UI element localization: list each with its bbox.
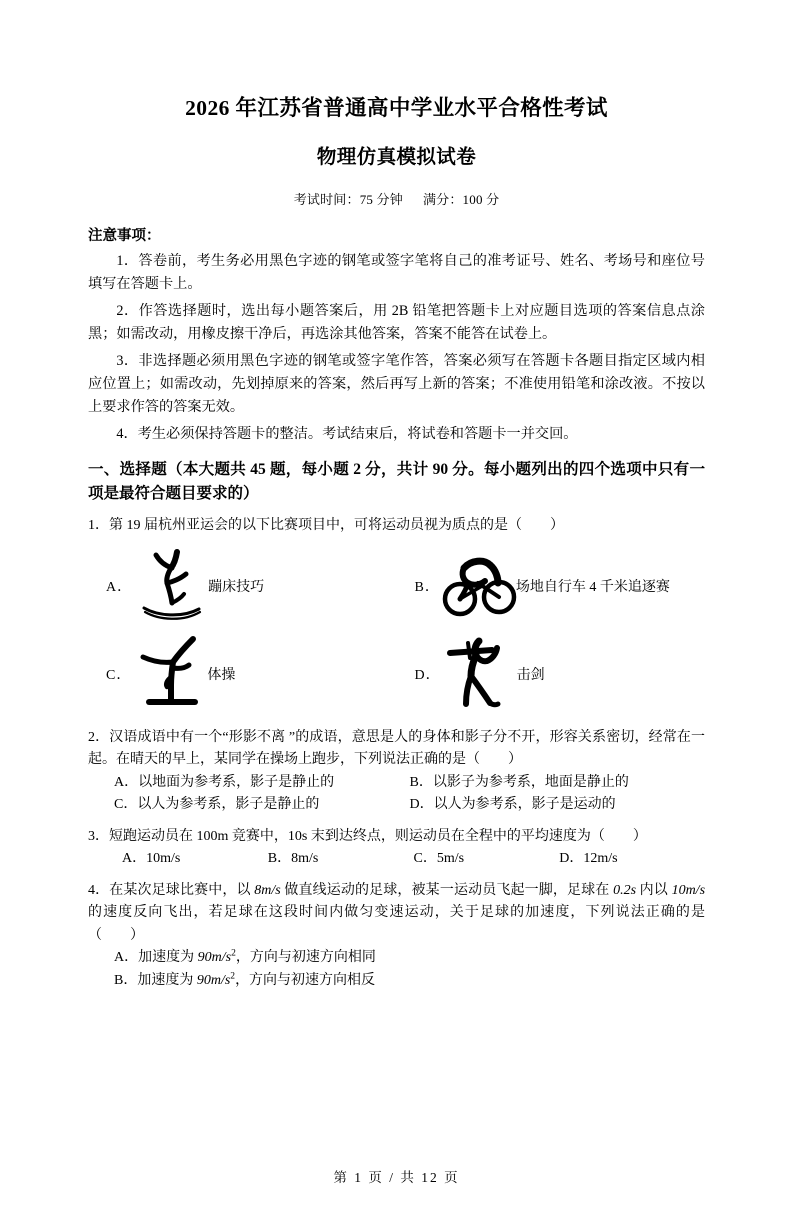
option-b-sport-name: 场地自行车 4 千米追逐赛	[515, 579, 670, 595]
question-1-pictogram-options	[88, 542, 705, 718]
question-4-option-a[interactable]: A．加速度为 $90m/s^2$，方向与初速方向相同	[114, 948, 376, 966]
exam-page	[0, 96, 793, 1218]
question-4-option-b[interactable]: B．加速度为 $90m/s^2$，方向与初速方向相反	[114, 971, 376, 988]
notice-item: 2．作答选择题时，选出每小题答案后，用 2B 铅笔把答题卡上对应题目选项的答案信息点涂黑；如需改动，用橡皮擦干净后，再选涂其他答案，答案不能答在试卷上。	[88, 303, 705, 343]
option-d[interactable]	[397, 632, 706, 716]
question-2-option-a[interactable]: A．以地面为参考系，影子是静止的	[114, 774, 335, 790]
question-2-stem: 2．汉语成语中有一个“形影不离 ”的成语，意思是人的身体和影子分不开，形容关系密切，经常在一起。在晴天的早上，某同学在操场上跑步，下列说法正确的是（ ）	[88, 729, 705, 768]
question-2-option-d[interactable]: D．以人为参考系，影子是运动的	[409, 797, 616, 813]
notice-item: 1．答卷前，考生务必用黑色字迹的钢笔或签字笔将自己的准考证号、姓名、考场号和座位号填写在答题卡上。	[88, 253, 705, 293]
notice-item: 3．非选择题必须用黑色字迹的钢笔或签字笔作答，答案必须写在答题卡各题目指定区域内相应位置上；如需改动，先划掉原来的答案，然后再写上新的答案；不准使用铅笔和涂改液。不按以上要求作答的答案无效。	[88, 353, 705, 416]
section-heading-choice: 一、选择题（本大题共 45 题，每小题 2 分，共计 90 分。每小题列出的四个选项中只有一项是最符合题目要求的）	[88, 461, 705, 503]
question-3	[88, 826, 705, 848]
question-2-options-row	[88, 794, 705, 817]
question-3-stem: 3．短跑运动员在 100m 竞赛中，10s 末到达终点，则运动员在全程中的平均速度为（ ）	[88, 828, 647, 844]
question-4	[88, 880, 705, 947]
question-2-option-b[interactable]: B．以影子为参考系，地面是静止的	[409, 774, 629, 790]
option-c-sport-name: 体操	[207, 667, 236, 683]
question-2-option-c[interactable]: C．以人为参考系，影子是静止的	[114, 797, 320, 813]
exam-duration: 考试时间：75 分钟	[293, 192, 403, 208]
exam-total-score: 满分：100 分	[422, 192, 500, 208]
exam-meta	[88, 189, 705, 208]
question-3-option-a[interactable]: A．10m/s	[122, 851, 181, 867]
question-1-stem: 1．第 19 届杭州亚运会的以下比赛项目中，可将运动员视为质点的是（ ）	[88, 518, 564, 534]
question-3-option-d[interactable]: D．12m/s	[559, 851, 618, 867]
trampoline-pictogram	[134, 544, 212, 628]
page-subtitle: 物理仿真模拟试卷	[316, 146, 477, 168]
page-footer: 第 1 页 / 共 12 页	[333, 1170, 460, 1185]
question-1	[88, 515, 705, 537]
notice-heading: 注意事项：	[88, 228, 161, 245]
option-a[interactable]	[88, 544, 397, 628]
pictogram-row	[88, 630, 705, 718]
track-cycling-pictogram	[442, 544, 520, 628]
fencing-pictogram	[443, 632, 521, 716]
question-3-option-b[interactable]: B．8m/s	[267, 851, 319, 867]
option-a-sport-name: 蹦床技巧	[208, 579, 265, 595]
question-2	[88, 727, 705, 772]
pictogram-row	[88, 542, 705, 630]
option-c-label: C．	[106, 667, 132, 683]
gymnastics-pictogram	[133, 632, 211, 716]
question-4-stem: 4．在某次足球比赛中，以 8m/s 做直线运动的足球，被某一运动员飞起一脚，足球在 0.2s 内以 10m/s 的速度反向飞出，若足球在这段时间内做匀变速运动，关于足球的加速度，下列说法正确的是（ ）	[88, 882, 706, 943]
question-3-options-row	[88, 848, 705, 871]
option-c[interactable]	[88, 632, 397, 716]
page-title: 2026 年江苏省普通高中学业水平合格性考试	[185, 96, 608, 120]
question-3-option-c[interactable]: C．5m/s	[413, 851, 465, 867]
option-b[interactable]	[397, 544, 706, 628]
option-d-label: D．	[414, 667, 441, 683]
option-b-label: B．	[414, 579, 440, 595]
question-2-options-row	[88, 772, 705, 795]
notice-item: 4．考生必须保持答题卡的整洁。考试结束后，将试卷和答题卡一并交回。	[116, 426, 578, 443]
option-d-sport-name: 击剑	[516, 667, 545, 683]
option-a-label: A．	[106, 579, 133, 595]
